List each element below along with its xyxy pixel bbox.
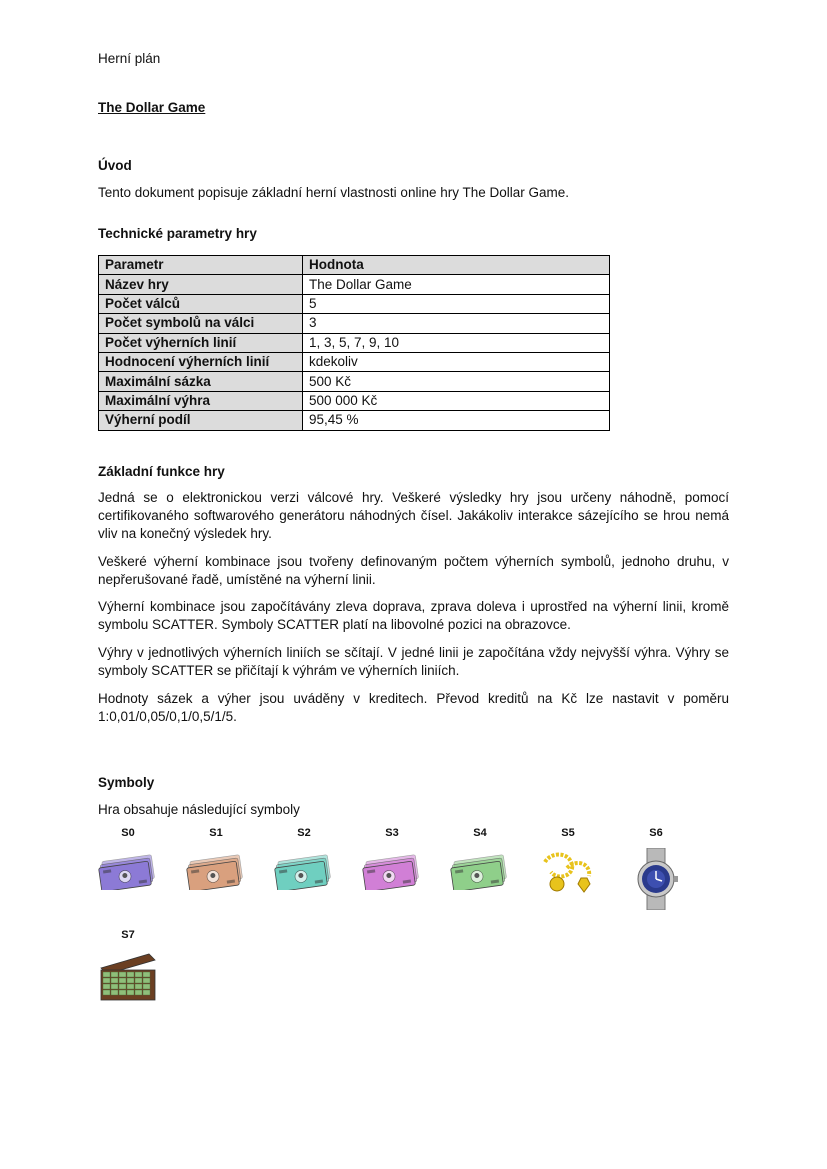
param-name-cell: Výherní podíl xyxy=(99,411,303,430)
param-name-cell: Název hry xyxy=(99,275,303,294)
symbol-item xyxy=(272,824,336,890)
symbols-text: Hra obsahuje následující symboly xyxy=(98,802,300,817)
param-value-cell: 95,45 % xyxy=(303,411,610,430)
symbol-label: S4 xyxy=(473,827,487,839)
document-title: The Dollar Game xyxy=(98,100,206,115)
document-header: Herní plán xyxy=(98,51,161,66)
symbol-item xyxy=(624,824,688,910)
functions-paragraph: Jedná se o elektronickou verzi válcové hry. Veškeré výsledky hry jsou určeny náhodně, pomocí certifikovaného softwarového generátoru náhodných čísel. Jakákoliv interakce sázejícího se hrou nemá vliv na konečný výsledek hry. xyxy=(98,490,729,541)
symbol-item xyxy=(96,824,160,890)
purple-banknotes-icon xyxy=(96,848,160,890)
symbol-label: S1 xyxy=(209,827,223,839)
param-name-cell: Maximální výhra xyxy=(99,391,303,410)
functions-heading: Základní funkce hry xyxy=(98,464,225,479)
functions-paragraph: Veškeré výherní kombinace jsou tvořeny definovaným počtem výherních symbolů, jednoho druhu, v nepřerušované řadě, umístěné na výherní linii. xyxy=(98,554,729,587)
symbol-label: S0 xyxy=(121,827,135,839)
symbol-label: S2 xyxy=(297,827,311,839)
symbol-item xyxy=(96,926,160,1006)
param-value-cell: 500 Kč xyxy=(303,372,610,391)
param-value-cell: 5 xyxy=(303,294,610,313)
param-name-cell: Hodnocení výherních linií xyxy=(99,352,303,371)
param-value-cell: 500 000 Kč xyxy=(303,391,610,410)
symbol-label: S7 xyxy=(121,929,135,941)
symbol-item xyxy=(536,824,600,898)
param-value-cell: 3 xyxy=(303,314,610,333)
table-row xyxy=(99,294,610,313)
table-header-cell: Parametr xyxy=(99,256,303,275)
table-row xyxy=(99,391,610,410)
params-heading: Technické parametry hry xyxy=(98,226,257,241)
symbol-item xyxy=(184,824,248,890)
money-case-icon xyxy=(96,950,160,1006)
intro-heading: Úvod xyxy=(98,158,132,173)
symbol-item xyxy=(448,824,512,890)
teal-banknotes-icon xyxy=(272,848,336,890)
table-header-cell: Hodnota xyxy=(303,256,610,275)
watch-icon xyxy=(624,848,688,910)
table-row xyxy=(99,372,610,391)
symbol-label: S6 xyxy=(649,827,663,839)
param-name-cell: Počet symbolů na válci xyxy=(99,314,303,333)
param-name-cell: Počet výherních linií xyxy=(99,333,303,352)
intro-text: Tento dokument popisuje základní herní vlastnosti online hry The Dollar Game. xyxy=(98,185,570,200)
param-name-cell: Počet válců xyxy=(99,294,303,313)
orange-banknotes-icon xyxy=(184,848,248,890)
symbols-heading: Symboly xyxy=(98,775,155,790)
table-row xyxy=(99,352,610,371)
functions-paragraph: Hodnoty sázek a výher jsou uváděny v kreditech. Převod kreditů na Kč lze nastavit v poměru 1:0,01/0,05/0,1/0,5/1/5. xyxy=(98,691,729,724)
green-banknotes-icon xyxy=(448,848,512,890)
gold-chain-icon xyxy=(536,848,600,898)
table-header-row xyxy=(99,256,610,275)
param-value-cell: 1, 3, 5, 7, 9, 10 xyxy=(303,333,610,352)
table-row xyxy=(99,275,610,294)
symbol-label: S3 xyxy=(385,827,399,839)
table-row xyxy=(99,314,610,333)
param-value-cell: The Dollar Game xyxy=(303,275,610,294)
symbol-label: S5 xyxy=(561,827,575,839)
functions-paragraph: Výhry v jednotlivých výherních liniích se sčítají. V jedné linii je započítána vždy nejvyšší výhra. Výhry se symboly SCATTER se přičítají k výhrám ve výherních liniích. xyxy=(98,645,729,678)
symbol-item xyxy=(360,824,424,890)
table-row xyxy=(99,411,610,430)
functions-paragraph: Výherní kombinace jsou započítávány zleva doprava, zprava doleva i uprostřed na výherní linii, kromě symbolu SCATTER. Symboly SCATTER platí na libovolné pozici na obrazovce. xyxy=(98,599,729,632)
pink-banknotes-icon xyxy=(360,848,424,890)
params-table xyxy=(98,255,610,431)
param-value-cell: kdekoliv xyxy=(303,352,610,371)
table-row xyxy=(99,333,610,352)
param-name-cell: Maximální sázka xyxy=(99,372,303,391)
